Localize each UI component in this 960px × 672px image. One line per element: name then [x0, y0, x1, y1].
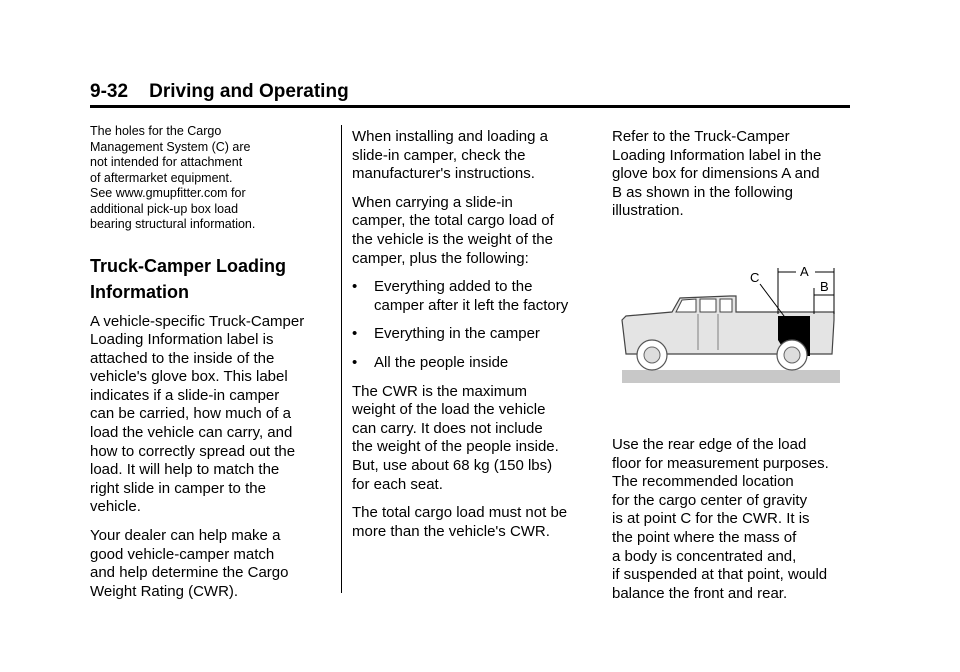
bullet-icon: • — [352, 353, 358, 371]
truck-diagram — [612, 262, 852, 394]
paragraph-total-load: The total cargo load must not be more than the vehicle's CWR. — [352, 504, 568, 540]
section-title: Driving and Operating — [149, 81, 349, 102]
window-icon — [700, 299, 716, 312]
section-heading: Truck-Camper Loading Information — [90, 255, 287, 302]
header-text — [90, 80, 850, 104]
list-item: • Everything added to the camper after it left the factory — [352, 278, 569, 314]
bullet-icon: • — [352, 325, 358, 343]
ground — [622, 370, 840, 383]
paragraph-installing: When installing and loading a slide-in camper, check the manufacturer's instructions. — [352, 128, 548, 183]
bullet-icon: • — [352, 278, 358, 296]
paragraph-label-info: A vehicle-specific Truck-Camper Loading Information label is attached to the inside of the vehicle's glove box. This label indicates if a slide-in camper can be carried, how much of a load the vehicle can carry, and how to correctly spread out the load. It will help to match the right slide in camper to the vehicle. — [90, 312, 305, 516]
paragraph-rear-edge: Use the rear edge of the load floor for measurement purposes. The recommended location for the cargo center of gravity is at point C for the CWR. It is the point where the mass of a body is concentrated and, if suspended at that point, would balance the front and rear. — [612, 436, 829, 602]
header-rule — [90, 105, 850, 108]
paragraph-refer: Refer to the Truck-Camper Loading Information label in the glove box for dimensions A and B as shown in the following illustration. — [612, 128, 822, 220]
truck-illustration — [612, 262, 852, 394]
column-2 — [352, 128, 598, 551]
label-a: A — [800, 264, 809, 279]
cargo-system-note: The holes for the Cargo Management System (C) are not intended for attachment of aftermarket equipment. See www.gmupfitter.com for additional pick-up box load bearing structural information. — [90, 124, 256, 231]
paragraph-cwr: The CWR is the maximum weight of the load the vehicle can carry. It does not include the weight of the people inside. But, use about 68 kg (150 lbs) for each seat. — [352, 382, 559, 493]
label-c: C — [750, 270, 760, 285]
list-item: • All the people inside — [352, 353, 509, 371]
column-divider — [341, 125, 342, 593]
window-icon — [720, 299, 732, 312]
paragraph-dealer: Your dealer can help make a good vehicle-camper match and help determine the Cargo Weight Rating (CWR). — [90, 527, 289, 600]
column-3 — [612, 128, 852, 231]
page-number: 9-32 — [90, 81, 129, 102]
column-3-lower — [612, 436, 857, 613]
column-1 — [90, 124, 330, 611]
paragraph-carrying: When carrying a slide-in camper, the total cargo load of the vehicle is the weight of the camper, plus the following: — [352, 193, 554, 267]
list-item: • Everything in the camper — [352, 325, 540, 343]
label-b: B — [820, 279, 829, 294]
page-header — [90, 80, 850, 104]
